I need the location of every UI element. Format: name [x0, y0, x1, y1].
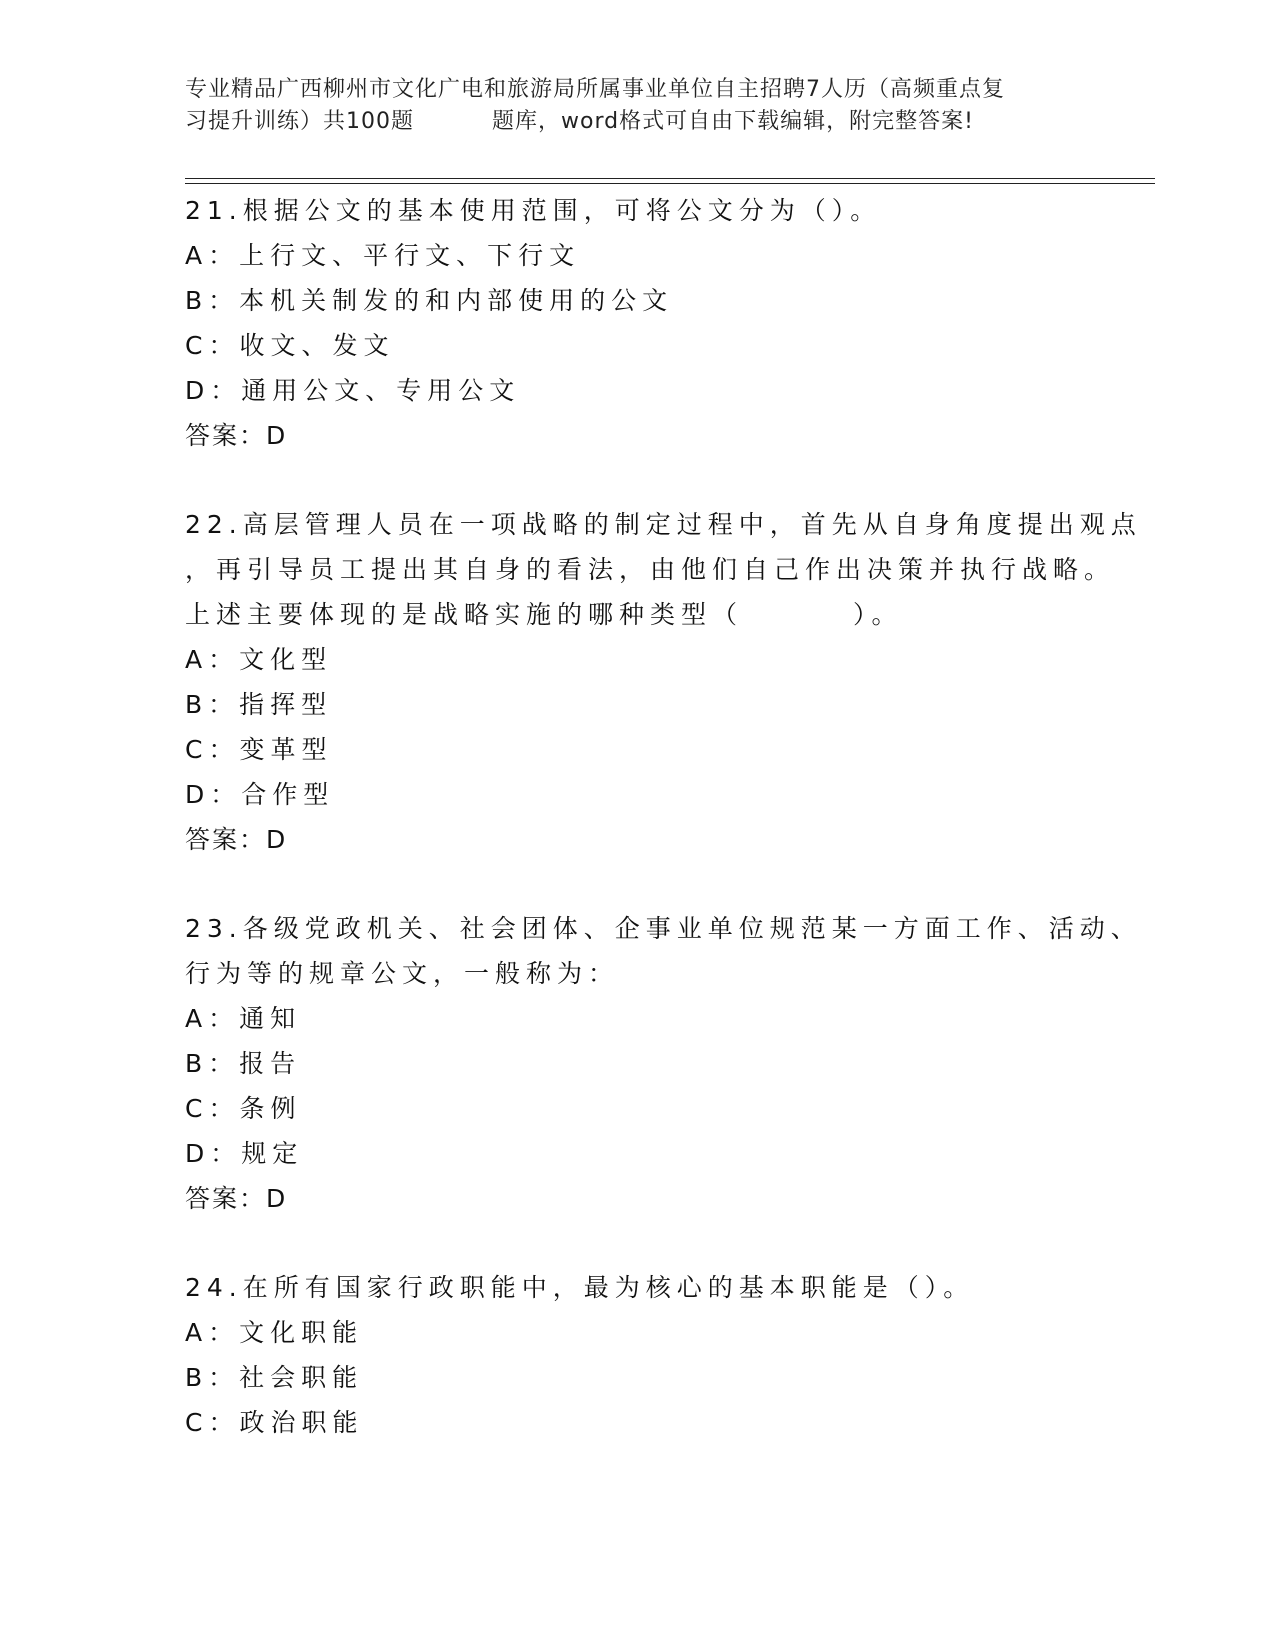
option-c: C：变革型 — [185, 735, 333, 764]
question-text: 21.根据公文的基本使用范围，可将公文分为（）。 — [185, 196, 882, 225]
option-c: C：政治职能 — [185, 1408, 364, 1437]
option-c: C：收文、发文 — [185, 331, 395, 360]
question-text: 行为等的规章公文，一般称为： — [185, 959, 620, 988]
question-text — [185, 592, 1085, 637]
option-b: B：指挥型 — [185, 690, 333, 719]
option-d: D：合作型 — [185, 780, 335, 809]
header-line-2-part-b: 题库，word格式可自由下载编辑，附完整答案! — [492, 109, 974, 134]
option-b: B：本机关制发的和内部使用的公文 — [185, 286, 674, 315]
header-divider-top — [185, 178, 1155, 179]
question-text: 22.高层管理人员在一项战略的制定过程中，首先从自身角度提出观点 — [185, 510, 1142, 539]
option-b: B：社会职能 — [185, 1363, 364, 1392]
option-b: B：报告 — [185, 1049, 302, 1078]
header-divider-bottom — [185, 183, 1155, 184]
question-text: 23.各级党政机关、社会团体、企事业单位规范某一方面工作、活动、 — [185, 914, 1142, 943]
document-header — [185, 74, 1085, 138]
question-text-part-b: ）。 — [853, 600, 903, 629]
answer: 答案：D — [185, 421, 288, 450]
option-a: A：上行文、平行文、下行文 — [185, 241, 581, 270]
question-22 — [185, 502, 1142, 862]
question-text: ，再引导员工提出其自身的看法，由他们自己作出决策并执行战略。 — [185, 555, 1116, 584]
answer: 答案：D — [185, 825, 288, 854]
option-a: A：文化职能 — [185, 1318, 364, 1347]
option-d: D：通用公文、专用公文 — [185, 376, 521, 405]
header-line-2-part-a: 习提升训练）共100题 — [185, 109, 414, 134]
option-d: D：规定 — [185, 1139, 304, 1168]
question-text: 24.在所有国家行政职能中，最为核心的基本职能是（）。 — [185, 1273, 975, 1302]
header-line-2 — [185, 106, 1085, 138]
question-24 — [185, 1265, 1085, 1445]
question-21 — [185, 188, 1085, 458]
option-a: A：文化型 — [185, 645, 333, 674]
question-23 — [185, 906, 1142, 1221]
answer: 答案：D — [185, 1184, 288, 1213]
question-text-part-a: 上述主要体现的是战略实施的哪种类型（ — [185, 600, 744, 629]
question-list — [185, 188, 1142, 1489]
header-line-1: 专业精品广西柳州市文化广电和旅游局所属事业单位自主招聘7人历（高频重点复 — [185, 77, 1005, 102]
option-c: C：条例 — [185, 1094, 302, 1123]
option-a: A：通知 — [185, 1004, 302, 1033]
